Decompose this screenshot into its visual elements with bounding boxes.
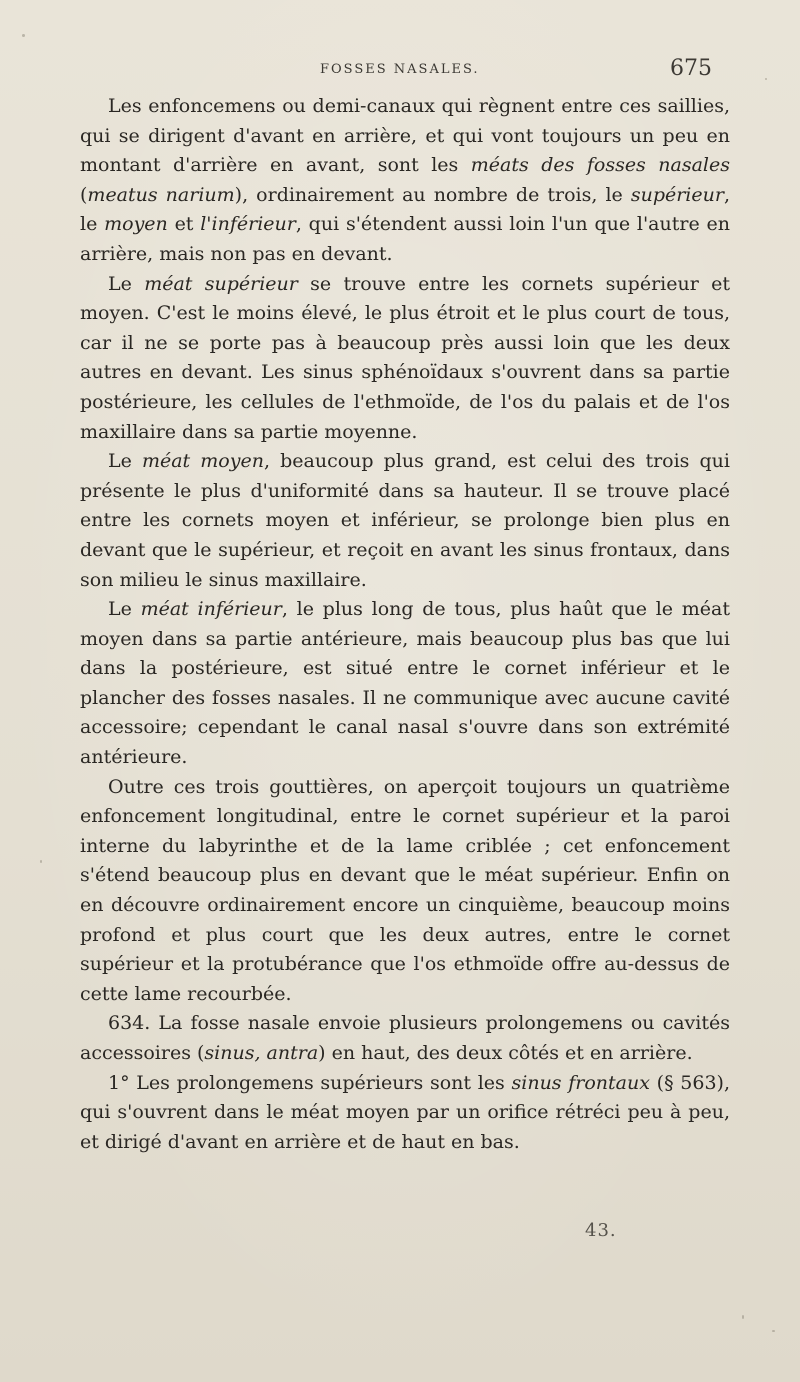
paragraph	[80, 1069, 730, 1158]
text-run: ) en haut, des deux côtés et en arrière.	[318, 1042, 693, 1064]
italic-term: supérieur	[630, 183, 724, 206]
paragraph	[80, 447, 730, 595]
paragraph	[80, 92, 730, 270]
signature-mark: 43.	[585, 1220, 617, 1241]
text-run: , beaucoup plus grand, est celui des trois qui présente le plus d'uniformité dans sa hauteur. Il se trouve placé entre les cornets moyen et inférieur, se prolonge bien plus en devant que le supérieur, et reçoit en avant les sinus frontaux, dans son milieu le sinus maxillaire.	[80, 450, 730, 591]
text-run: se trouve entre les cornets supérieur et moyen. C'est le moins élevé, le plus étroit et le plus court de tous, car il ne se porte pas à beaucoup près aussi loin que les deux autres en devant. Les sinus sphénoïdaux s'ouvrent dans sa partie postérieure, les cellules de l'ethmoïde, de l'os du palais et de l'os maxillaire dans sa partie moyenne.	[80, 272, 730, 443]
text-run: , qui s'étendent aussi loin l'un que l'autre en arrière, mais non pas en devant.	[80, 213, 730, 265]
text-run: Outre ces trois gouttières, on aperçoit toujours un quatrième enfoncement longitudinal, entre le cornet supérieur et la paroi interne du labyrinthe et de la lame criblée ; cet enfoncement s'étend beaucoup plus en devant que le méat supérieur. Enfin on en découvre ordinairement encore un cinquième, beaucoup moins profond et plus court que les deux autres, entre le cornet supérieur et la protubérance que l'os ethmoïde offre au-dessus de cette lame recourbée.	[80, 775, 730, 1005]
italic-term: méats des fosses nasales	[470, 154, 730, 177]
italic-term: sinus frontaux	[511, 1071, 650, 1094]
paragraph	[80, 773, 730, 1010]
text-run: Le	[108, 450, 142, 473]
text-run: , le plus long de tous, plus haût que le méat moyen dans sa partie antérieure, mais beaucoup plus bas que lui dans la postérieure, est situé entre le cornet inférieur et le plancher des fosses nasales. Il ne communique avec aucune cavité accessoire; cependant le canal nasal s'ouvre dans son extrémité antérieure.	[80, 598, 730, 769]
paragraph	[80, 270, 730, 448]
text-run: Le	[108, 272, 145, 295]
italic-term: sinus, antra	[204, 1042, 319, 1064]
paper-speck	[765, 78, 767, 80]
text-run: Le	[108, 598, 141, 621]
italic-term: méat moyen	[141, 450, 264, 473]
paper-speck	[22, 34, 25, 37]
paper-speck	[40, 860, 42, 863]
paragraph	[80, 1009, 730, 1068]
italic-term: méat inférieur	[140, 598, 282, 621]
italic-term: moyen	[104, 213, 168, 236]
text-run: (	[80, 183, 88, 206]
body-text	[80, 92, 730, 1157]
paper-speck	[742, 1315, 744, 1319]
text-run: ), ordinairement au nombre de trois, le	[234, 183, 631, 206]
italic-term: méat supérieur	[144, 272, 298, 295]
text-run: 634. La fosse nasale envoie plusieurs prolongemens ou cavités accessoires (	[80, 1012, 730, 1064]
text-run: 1° Les prolongemens supérieurs sont les	[108, 1071, 512, 1094]
paragraph	[80, 595, 730, 773]
running-title: FOSSES NASALES.	[320, 62, 480, 77]
italic-term: l'inférieur	[200, 213, 296, 236]
text-run: Les enfoncemens ou demi-canaux qui règnent entre ces saillies, qui se dirigent d'avant en arrière, et qui vont toujours un peu en montant d'arrière en avant, sont les	[80, 95, 730, 177]
running-head	[0, 56, 800, 82]
page-number: 675	[670, 56, 712, 81]
text-run: et	[167, 213, 201, 236]
italic-term: meatus narium	[87, 183, 235, 206]
text-run: (§ 563), qui s'ouvrent dans le méat moyen par un orifice rétréci peu à peu, et dirigé d'avant en arrière et de haut en bas.	[80, 1071, 731, 1153]
paper-speck	[772, 1330, 775, 1332]
text-run: , le	[80, 183, 730, 236]
